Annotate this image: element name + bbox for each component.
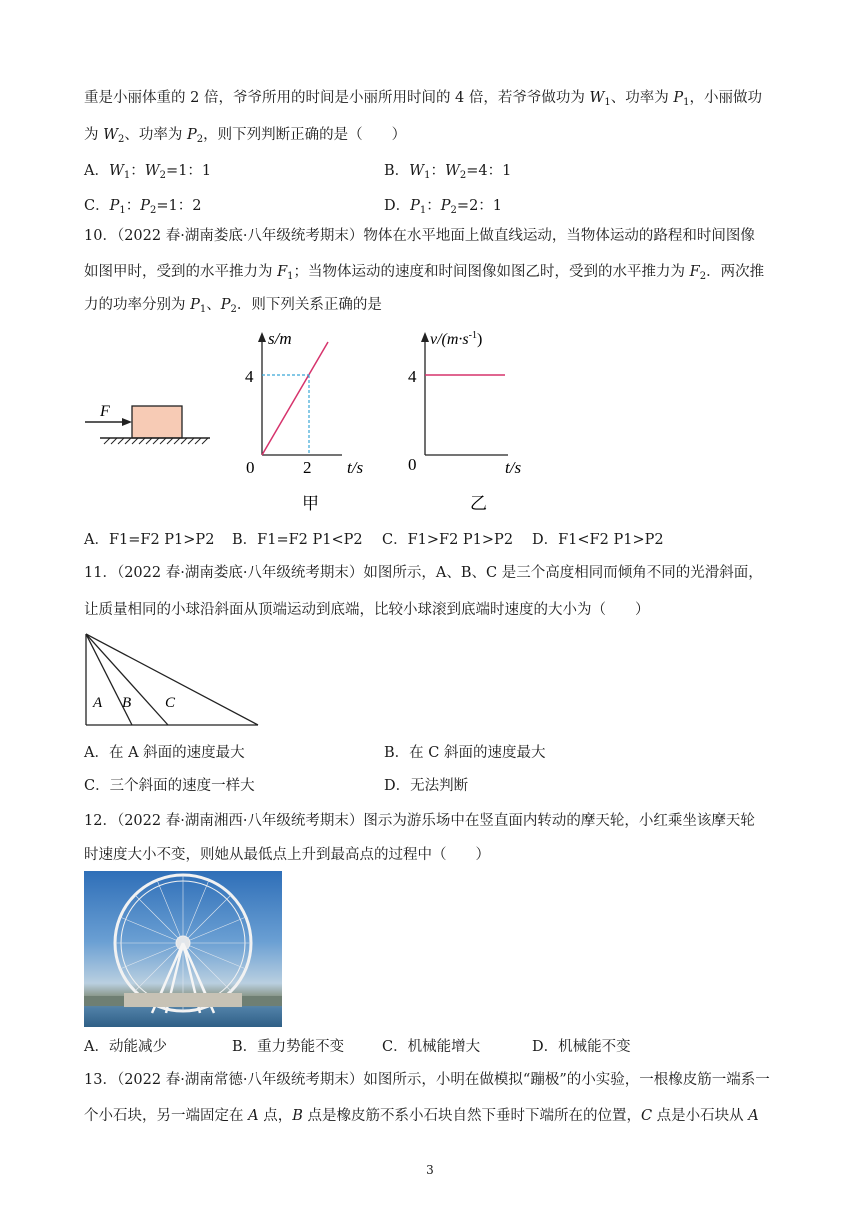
q9-text-line-2: 为 $W_2$、功率为 $P_2$，则下列判断正确的是（ ） — [84, 127, 407, 145]
ground-hatch — [104, 438, 208, 444]
q11-incline-figure — [80, 628, 265, 730]
ferris-wheel-photo — [84, 871, 282, 1027]
block — [132, 406, 182, 438]
shore-trees-right — [242, 996, 282, 1006]
q10-option-b[interactable]: B．F1=F2 P1<P2 — [232, 532, 363, 548]
yi-y-tick-4: 4 — [408, 367, 417, 386]
q12-text-line-1: 12．（2022 春·湖南湘西·八年级统考期末）图示为游乐场中在竖直面内转动的摩天轮，小红乘坐该摩天轮 — [84, 813, 755, 829]
graph-jia — [245, 329, 363, 514]
q10-text-line-3: 力的功率分别为 $P_1$、$P_2$．则下列关系正确的是 — [84, 297, 382, 315]
q9-text-line-1: 重是小丽体重的 2 倍，爷爷所用的时间是小丽所用时间的 4 倍，若爷爷做功为 $W_1$、功率为 $P_1$，小丽做功 — [84, 90, 763, 108]
q10-text-line-1: 10．（2022 春·湖南娄底·八年级统考期末）物体在水平地面上做直线运动，当物体运动的路程和时间图像 — [84, 228, 755, 244]
q10-option-a[interactable]: A．F1=F2 P1>P2 — [84, 532, 215, 548]
ferris-wheel-base-building — [124, 993, 242, 1007]
incline-label-c: C — [165, 695, 176, 711]
force-label: F — [100, 403, 110, 420]
yi-y-arrow — [421, 332, 429, 342]
block-diagram — [85, 403, 210, 444]
incline-a — [86, 634, 132, 725]
q11-option-a[interactable]: A．在 A 斜面的速度最大 — [84, 745, 245, 761]
q12-option-a[interactable]: A．动能减少 — [84, 1039, 167, 1055]
q11-text-line-2: 让质量相同的小球沿斜面从顶端运动到底端，比较小球滚到底端时速度的大小为（ ） — [84, 602, 650, 618]
q12-text-line-2: 时速度大小不变，则她从最低点上升到最高点的过程中（ ） — [84, 847, 490, 863]
page-number: 3 — [426, 1163, 434, 1177]
yi-x-axis-label: t/s — [505, 458, 522, 477]
graph-yi — [408, 330, 521, 514]
force-arrow-head — [122, 418, 132, 426]
jia-caption: 甲 — [302, 494, 319, 514]
q9-option-a[interactable]: A．$W_1$：$W_2=1$：1 — [84, 163, 212, 181]
q9-option-d[interactable]: D．$P_1$：$P_2=2$：1 — [384, 198, 503, 216]
yi-caption: 乙 — [470, 494, 487, 514]
jia-y-arrow — [258, 332, 266, 342]
q11-option-b[interactable]: B．在 C 斜面的速度最大 — [384, 745, 546, 761]
q13-text-line-1: 13．（2022 春·湖南常德·八年级统考期末）如图所示，小明在做模拟“蹦极”的小实验，一根橡皮筋一端系一 — [84, 1072, 770, 1088]
ferris-wheel-illustration — [84, 871, 282, 1027]
q10-figure — [80, 322, 550, 518]
q9-option-c[interactable]: C．$P_1$：$P_2=1$：2 — [84, 198, 202, 216]
jia-origin-label: 0 — [246, 458, 255, 477]
q12-option-b[interactable]: B．重力势能不变 — [232, 1039, 345, 1055]
q12-option-c[interactable]: C．机械能增大 — [382, 1039, 481, 1055]
yi-y-axis-label: $v/(m\cdot s^{-1})$ — [430, 330, 483, 348]
q13-text-line-2: 个小石块，另一端固定在 A 点，B 点是橡皮筋不系小石块自然下垂时下端所在的位置，C 点是小石块从 A — [84, 1108, 759, 1124]
q10-text-line-2: 如图甲时，受到的水平推力为 $F_1$；当物体运动的速度和时间图像如图乙时，受到的水平推力为 $F_2$．两次推 — [84, 264, 765, 282]
incline-label-b: B — [122, 695, 132, 711]
incline-label-a: A — [93, 695, 103, 711]
q11-option-c[interactable]: C．三个斜面的速度一样大 — [84, 778, 255, 794]
incline-b — [86, 634, 168, 725]
q12-option-d[interactable]: D．机械能不变 — [532, 1039, 631, 1055]
q9-option-b[interactable]: B．$W_1$：$W_2=4$：1 — [384, 163, 512, 181]
jia-x-axis-label: t/s — [347, 458, 364, 477]
shore-trees-left — [84, 996, 124, 1006]
yi-origin-label: 0 — [408, 455, 417, 474]
jia-y-tick-4: 4 — [245, 367, 254, 386]
q10-option-d[interactable]: D．F1<F2 P1>P2 — [532, 532, 664, 548]
jia-y-axis-label: s/m — [268, 329, 292, 348]
q11-option-d[interactable]: D．无法判断 — [384, 778, 469, 794]
q10-option-c[interactable]: C．F1>F2 P1>P2 — [382, 532, 514, 548]
incline-c — [86, 634, 258, 725]
jia-line-series — [262, 342, 328, 455]
q11-text-line-1: 11．（2022 春·湖南娄底·八年级统考期末）如图所示，A、B、C 是三个高度相同而倾角不同的光滑斜面， — [84, 565, 763, 581]
jia-x-tick-2: 2 — [303, 458, 312, 477]
